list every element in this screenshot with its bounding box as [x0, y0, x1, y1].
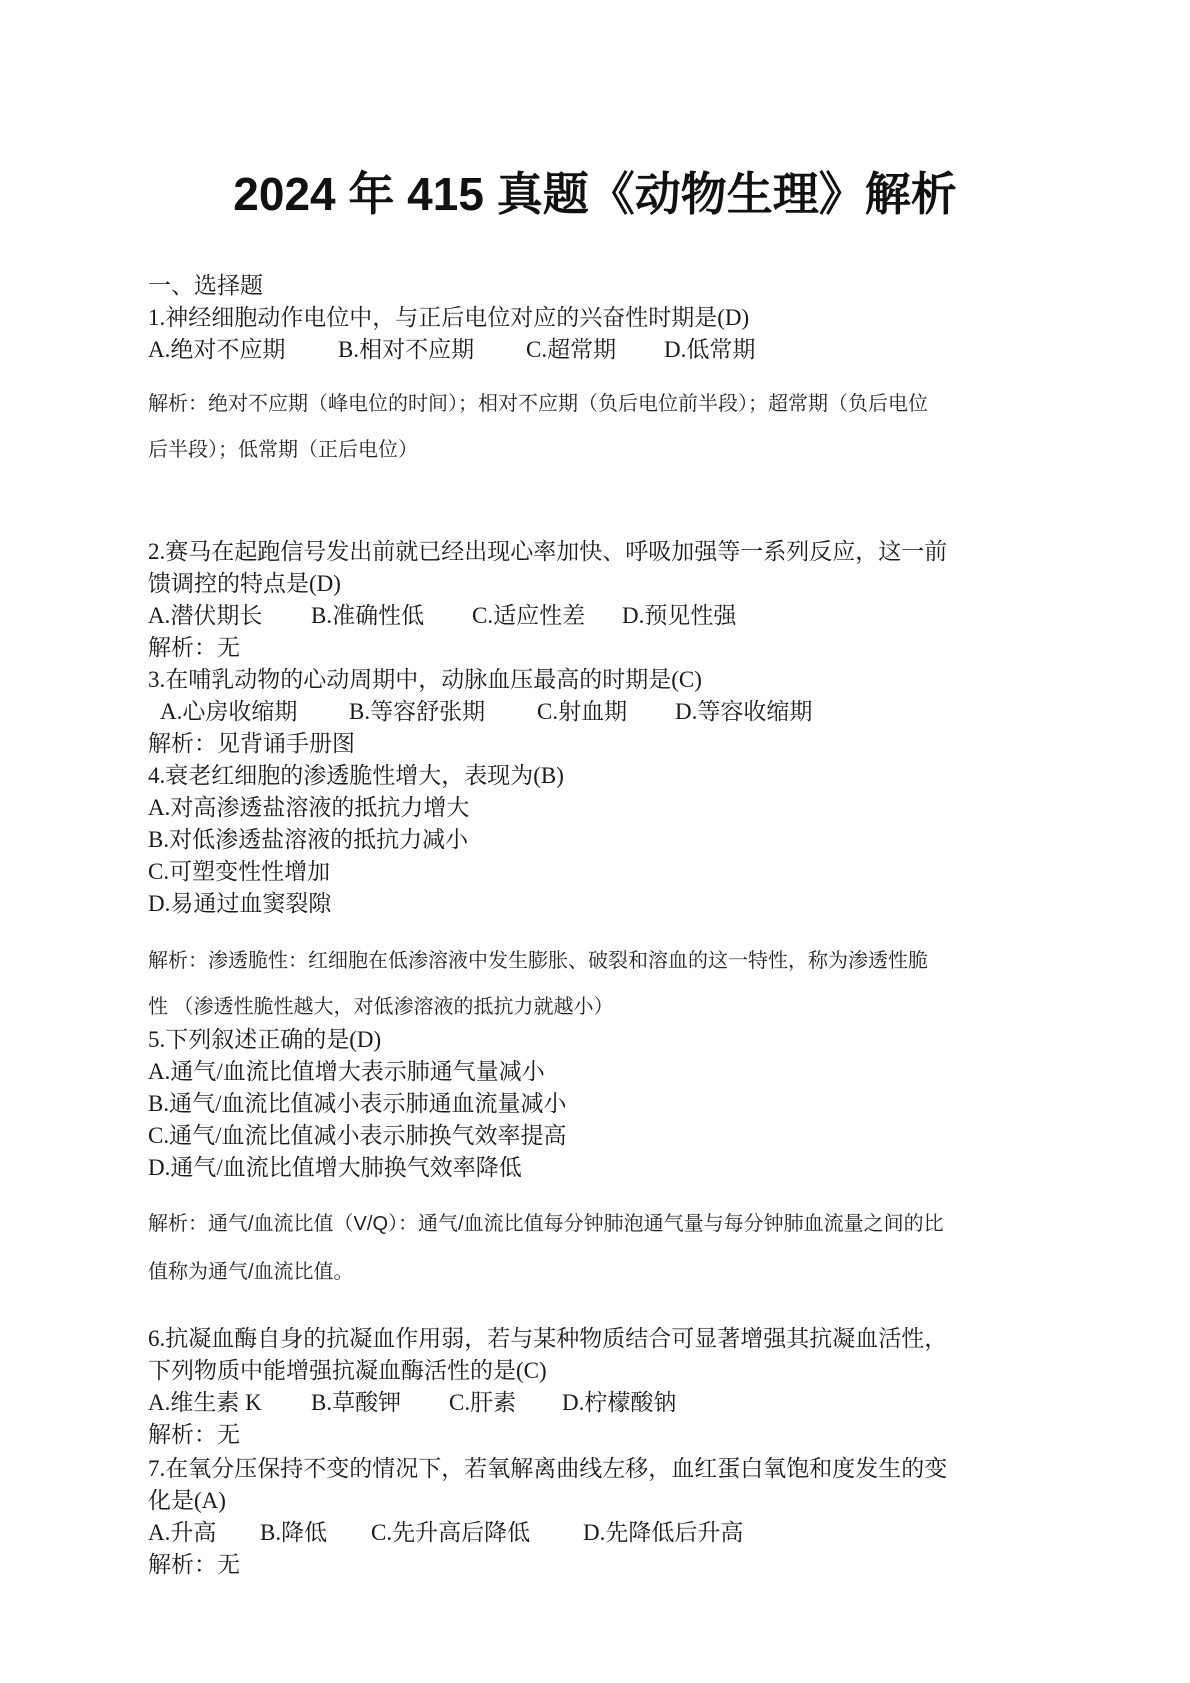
- question-7-stem-line-2: 化是(A): [148, 1488, 226, 1513]
- question-2-analysis: 解析：无: [148, 635, 240, 660]
- question-7-option-b: B.降低: [260, 1520, 328, 1545]
- question-5-analysis-line-2: 值称为通气/血流比值。: [148, 1261, 354, 1283]
- question-6-option-c: C.肝素: [449, 1390, 517, 1415]
- question-2-stem-line-2: 馈调控的特点是(D): [148, 571, 341, 596]
- question-3-option-b: B.等容舒张期: [349, 699, 486, 724]
- question-3-option-c: C.射血期: [537, 699, 628, 724]
- question-6-option-a: A.维生素 K: [148, 1390, 262, 1415]
- question-6-option-d: D.柠檬酸钠: [562, 1390, 677, 1415]
- question-2-options: [148, 601, 736, 631]
- question-2-option-d: D.预见性强: [622, 603, 737, 628]
- question-2-stem-line-1: 2.赛马在起跑信号发出前就已经出现心率加快、呼吸加强等一系列反应，这一前: [148, 539, 948, 564]
- question-4-stem: 4.衰老红细胞的渗透脆性增大，表现为(B): [148, 763, 564, 788]
- question-4-analysis-line-2: 性 （渗透性脆性越大，对低渗溶液的抵抗力就越小）: [148, 996, 614, 1018]
- question-6-stem-line-2: 下列物质中能增强抗凝血酶活性的是(C): [148, 1358, 547, 1383]
- question-3-option-a: A.心房收缩期: [160, 699, 298, 724]
- question-3-analysis: 解析：见背诵手册图: [148, 731, 355, 756]
- question-1-option-c: C.超常期: [526, 337, 617, 362]
- question-7-option-d: D.先降低后升高: [583, 1520, 744, 1545]
- question-6-analysis: 解析：无: [148, 1422, 240, 1447]
- question-1-options: [148, 335, 755, 365]
- question-5-option-a: A.通气/血流比值增大表示肺通气量减小: [148, 1059, 545, 1084]
- question-4-analysis-line-1: 解析：渗透脆性：红细胞在低渗溶液中发生膨胀、破裂和溶血的这一特性，称为渗透性脆: [148, 950, 928, 972]
- question-2-option-c: C.适应性差: [472, 603, 586, 628]
- question-7-options: [148, 1518, 743, 1548]
- question-3-option-d: D.等容收缩期: [675, 699, 813, 724]
- question-2-option-b: B.准确性低: [311, 603, 425, 628]
- question-6-options: [148, 1388, 676, 1418]
- question-6-stem-line-1: 6.抗凝血酶自身的抗凝血作用弱，若与某种物质结合可显著增强其抗凝血活性，: [148, 1326, 948, 1351]
- question-4-option-c: C.可塑变性性增加: [148, 859, 331, 884]
- question-7-analysis: 解析：无: [148, 1552, 240, 1577]
- question-1-stem: 1.神经细胞动作电位中，与正后电位对应的兴奋性时期是(D): [148, 305, 750, 330]
- question-5-stem: 5.下列叙述正确的是(D): [148, 1027, 382, 1052]
- question-5-analysis-line-1: 解析：通气/血流比值（V/Q）：通气/血流比值每分钟肺泡通气量与每分钟肺血流量之间的比: [148, 1213, 944, 1235]
- question-3-options: [160, 697, 812, 727]
- question-2-option-a: A.潜伏期长: [148, 603, 263, 628]
- question-5-option-d: D.通气/血流比值增大肺换气效率降低: [148, 1155, 522, 1180]
- question-7-stem-line-1: 7.在氧分压保持不变的情况下，若氧解离曲线左移，血红蛋白氧饱和度发生的变: [148, 1456, 948, 1481]
- question-4-option-d: D.易通过血窦裂隙: [148, 891, 332, 916]
- question-3-stem: 3.在哺乳动物的心动周期中，动脉血压最高的时期是(C): [148, 667, 702, 692]
- question-5-option-c: C.通气/血流比值减小表示肺换气效率提高: [148, 1123, 567, 1148]
- question-1-analysis-line-1: 解析：绝对不应期（峰电位的时间）；相对不应期（负后电位前半段）；超常期（负后电位: [148, 393, 928, 415]
- section-heading: 一、选择题: [148, 273, 263, 298]
- question-1-option-a: A.绝对不应期: [148, 337, 286, 362]
- question-4-option-b: B.对低渗透盐溶液的抵抗力减小: [148, 827, 469, 852]
- question-1-option-d: D.低常期: [664, 337, 756, 362]
- question-1-option-b: B.相对不应期: [338, 337, 475, 362]
- question-1-analysis-line-2: 后半段）；低常期（正后电位）: [148, 439, 418, 461]
- question-6-option-b: B.草酸钾: [311, 1390, 402, 1415]
- question-4-option-a: A.对高渗透盐溶液的抵抗力增大: [148, 795, 470, 820]
- question-7-option-c: C.先升高后降低: [371, 1520, 531, 1545]
- question-5-option-b: B.通气/血流比值减小表示肺通血流量减小: [148, 1091, 567, 1116]
- document-title: 2024 年 415 真题《动物生理》解析: [233, 168, 957, 220]
- question-7-option-a: A.升高: [148, 1520, 217, 1545]
